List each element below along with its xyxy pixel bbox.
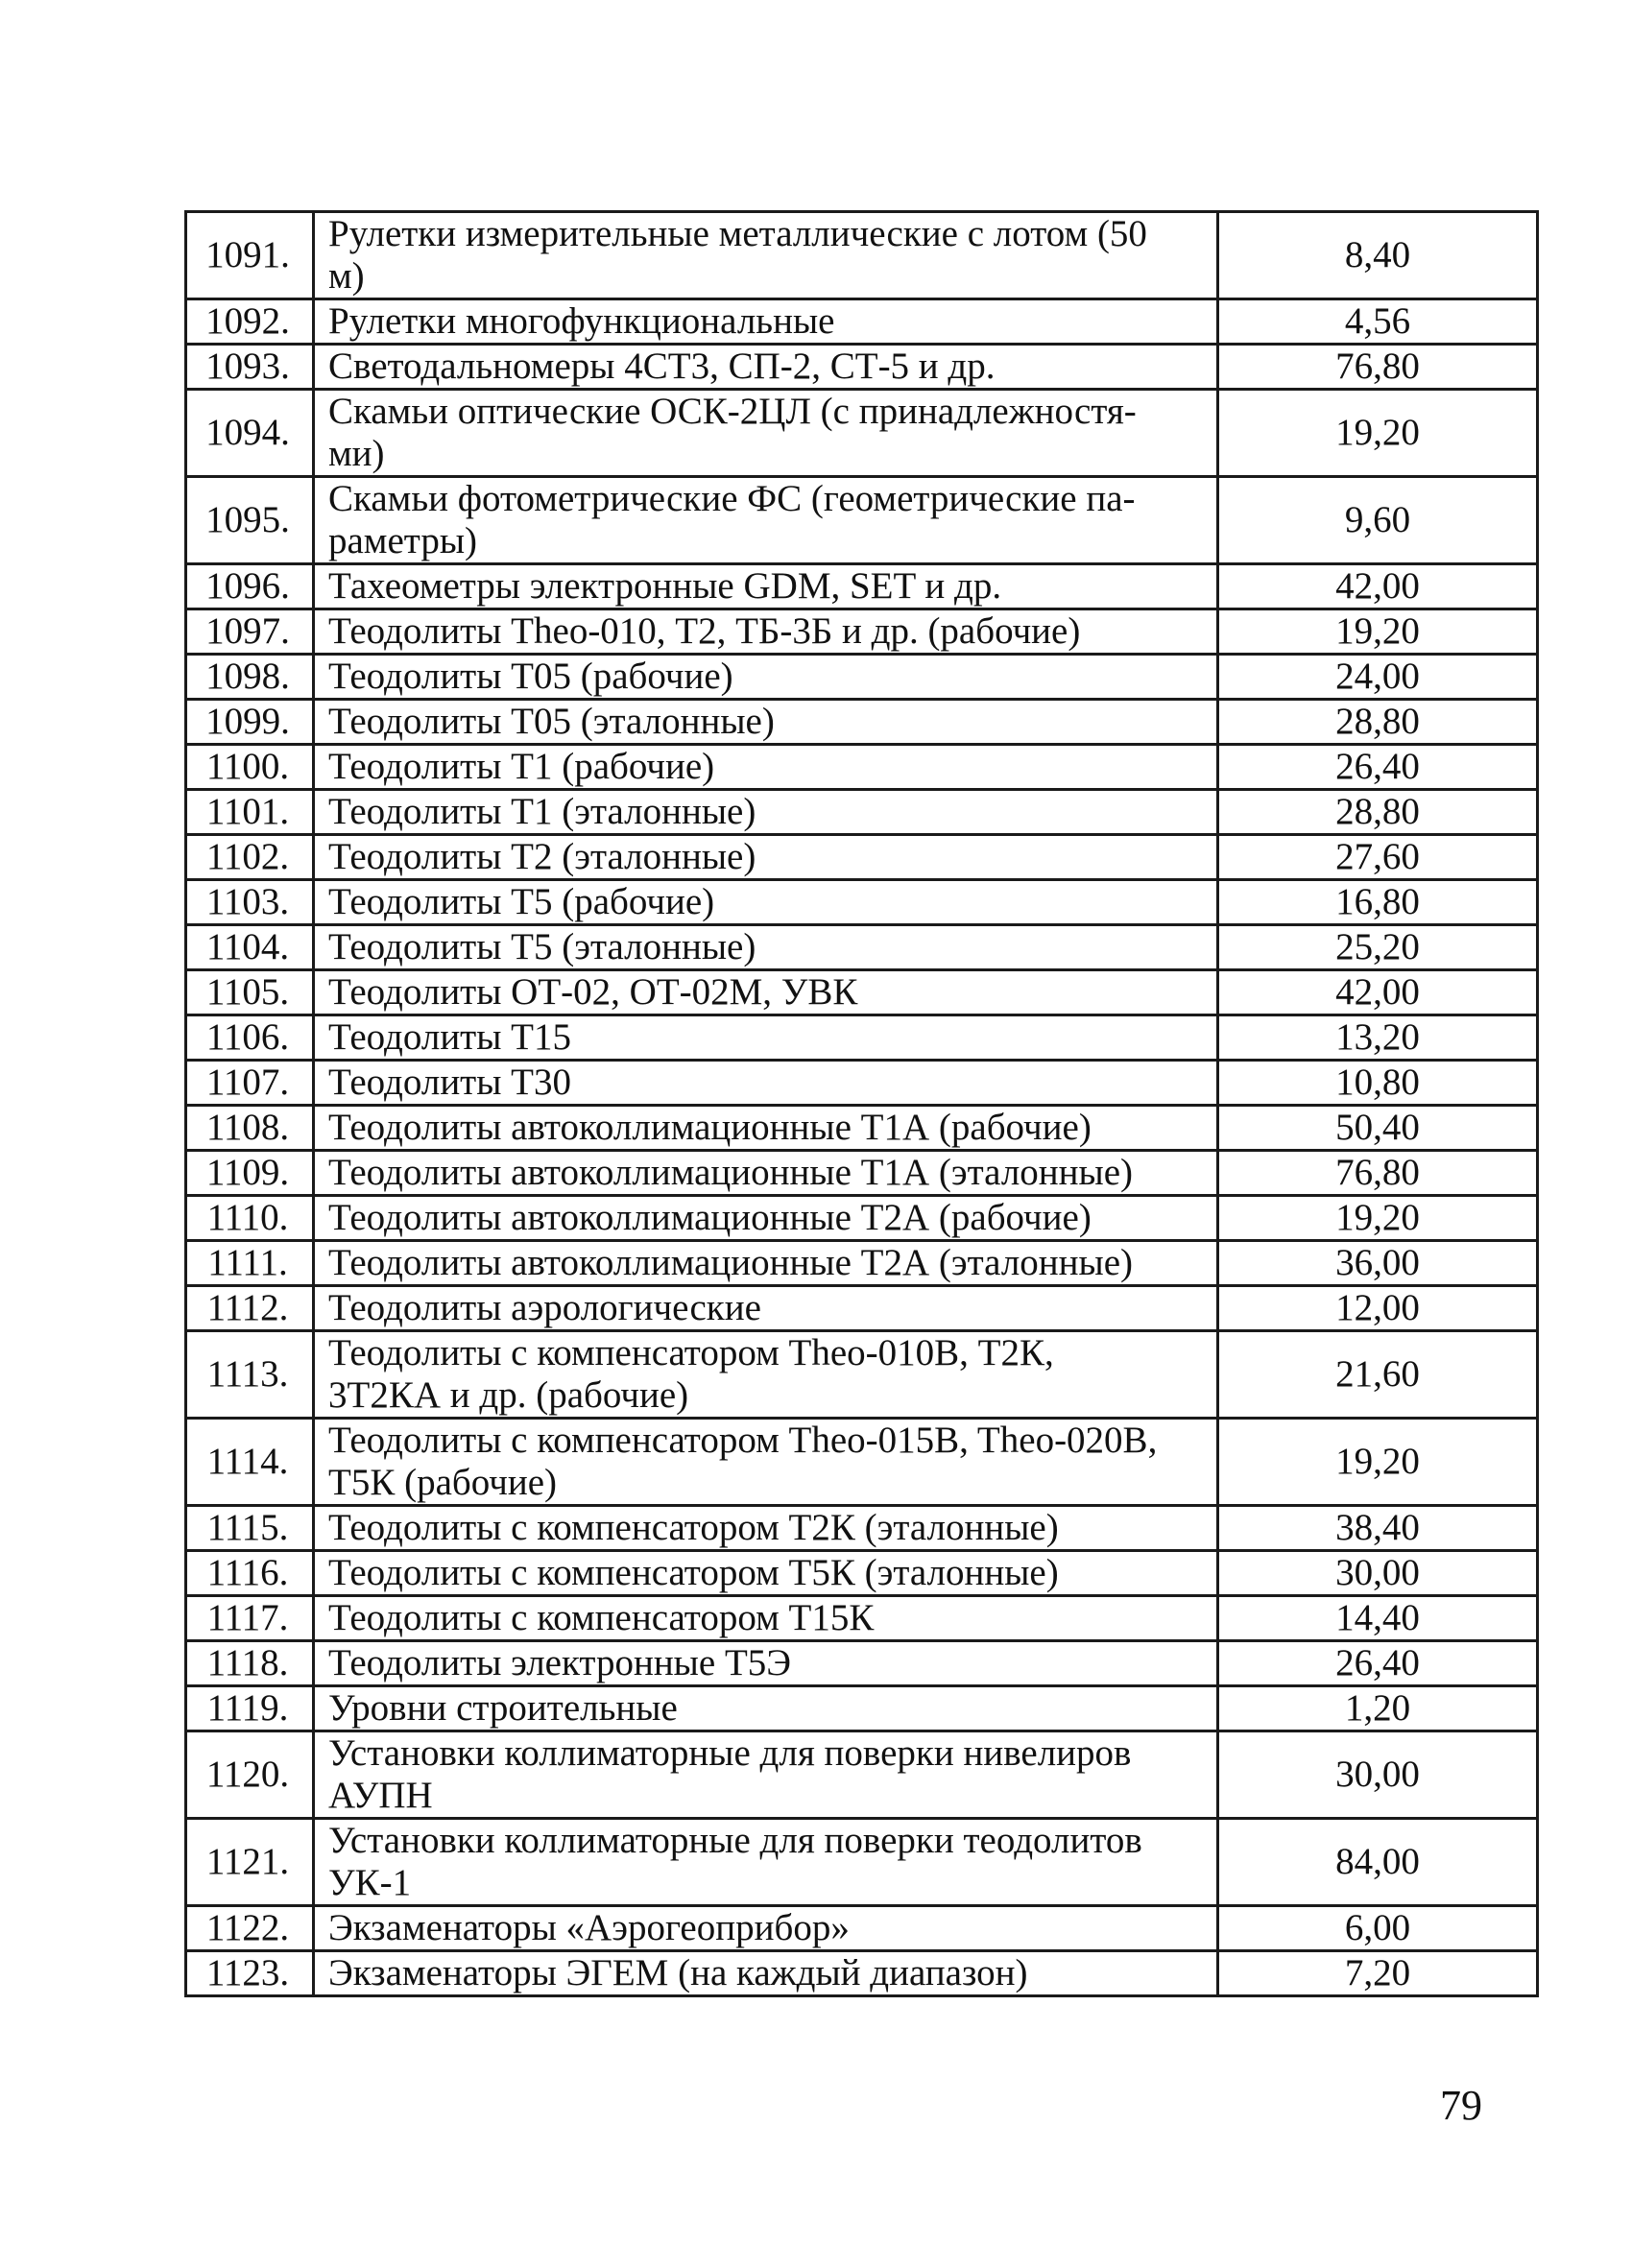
item-name: Теодолиты автоколлимационные Т2А (рабочие) bbox=[314, 1196, 1218, 1241]
row-number: 1096. bbox=[186, 564, 314, 609]
item-price: 30,00 bbox=[1218, 1551, 1538, 1596]
row-number: 1117. bbox=[186, 1596, 314, 1641]
item-name-line-1: Установки коллиматорные для поверки теодолитов bbox=[328, 1820, 1142, 1861]
table-row bbox=[186, 1196, 1538, 1241]
row-number: 1114. bbox=[186, 1419, 314, 1506]
item-price: 19,20 bbox=[1218, 609, 1538, 655]
row-number: 1108. bbox=[186, 1106, 314, 1151]
row-number: 1097. bbox=[186, 609, 314, 655]
item-price: 76,80 bbox=[1218, 1151, 1538, 1196]
price-table bbox=[184, 210, 1539, 1997]
row-number: 1121. bbox=[186, 1819, 314, 1906]
item-price: 12,00 bbox=[1218, 1286, 1538, 1331]
table-row bbox=[186, 1331, 1538, 1419]
table-row bbox=[186, 1419, 1538, 1506]
item-price: 6,00 bbox=[1218, 1906, 1538, 1951]
row-number: 1111. bbox=[186, 1241, 314, 1286]
item-price: 42,00 bbox=[1218, 970, 1538, 1015]
row-number: 1110. bbox=[186, 1196, 314, 1241]
row-number: 1101. bbox=[186, 790, 314, 835]
table-row bbox=[186, 970, 1538, 1015]
item-name: Теодолиты Т5 (рабочие) bbox=[314, 880, 1218, 925]
item-name-line-2: АУПН bbox=[328, 1775, 433, 1816]
item-name bbox=[314, 1819, 1218, 1906]
item-price: 13,20 bbox=[1218, 1015, 1538, 1061]
item-price: 50,40 bbox=[1218, 1106, 1538, 1151]
item-name-line-1: Скамьи оптические ОСК-2ЦЛ (с принадлежностя- bbox=[328, 391, 1137, 432]
item-price: 36,00 bbox=[1218, 1241, 1538, 1286]
item-name-line-2: УК-1 bbox=[328, 1862, 412, 1903]
row-number: 1091. bbox=[186, 212, 314, 299]
item-price: 76,80 bbox=[1218, 345, 1538, 390]
table-row bbox=[186, 1551, 1538, 1596]
item-price: 19,20 bbox=[1218, 390, 1538, 477]
row-number: 1099. bbox=[186, 700, 314, 745]
item-name bbox=[314, 390, 1218, 477]
table-row bbox=[186, 1641, 1538, 1686]
item-name-line-1: Теодолиты с компенсатором Theo-010B, Т2К, bbox=[328, 1332, 1054, 1373]
table-row bbox=[186, 1951, 1538, 1996]
item-name bbox=[314, 1419, 1218, 1506]
row-number: 1098. bbox=[186, 655, 314, 700]
item-name: Теодолиты с компенсатором Т2К (эталонные) bbox=[314, 1506, 1218, 1551]
item-price: 10,80 bbox=[1218, 1061, 1538, 1106]
item-name-line-1: Рулетки измерительные металлические с лотом (50 bbox=[328, 213, 1147, 254]
item-name: Теодолиты с компенсатором Т5К (эталонные) bbox=[314, 1551, 1218, 1596]
item-name: Теодолиты аэрологические bbox=[314, 1286, 1218, 1331]
table-row bbox=[186, 790, 1538, 835]
table-row bbox=[186, 1506, 1538, 1551]
row-number: 1093. bbox=[186, 345, 314, 390]
item-name: Тахеометры электронные GDM, SET и др. bbox=[314, 564, 1218, 609]
item-name-line-1: Установки коллиматорные для поверки нивелиров bbox=[328, 1732, 1132, 1774]
item-price: 26,40 bbox=[1218, 745, 1538, 790]
row-number: 1095. bbox=[186, 477, 314, 564]
item-name: Рулетки многофункциональные bbox=[314, 299, 1218, 345]
table-row bbox=[186, 477, 1538, 564]
item-name-line-2: ми) bbox=[328, 433, 385, 474]
row-number: 1103. bbox=[186, 880, 314, 925]
table-row bbox=[186, 1596, 1538, 1641]
item-price: 27,60 bbox=[1218, 835, 1538, 880]
row-number: 1118. bbox=[186, 1641, 314, 1686]
table-row bbox=[186, 925, 1538, 970]
row-number: 1123. bbox=[186, 1951, 314, 1996]
item-name bbox=[314, 1731, 1218, 1819]
item-name: Теодолиты Т05 (рабочие) bbox=[314, 655, 1218, 700]
item-price: 24,00 bbox=[1218, 655, 1538, 700]
item-name-line-1: Теодолиты с компенсатором Theo-015B, Theo-020B, bbox=[328, 1420, 1158, 1461]
row-number: 1116. bbox=[186, 1551, 314, 1596]
table-body bbox=[186, 212, 1538, 1996]
table-row bbox=[186, 564, 1538, 609]
item-name: Экзаменаторы ЭГЕМ (на каждый диапазон) bbox=[314, 1951, 1218, 1996]
item-price: 7,20 bbox=[1218, 1951, 1538, 1996]
table-row bbox=[186, 1819, 1538, 1906]
item-name bbox=[314, 477, 1218, 564]
row-number: 1094. bbox=[186, 390, 314, 477]
item-price: 84,00 bbox=[1218, 1819, 1538, 1906]
row-number: 1113. bbox=[186, 1331, 314, 1419]
item-name: Теодолиты Т15 bbox=[314, 1015, 1218, 1061]
row-number: 1105. bbox=[186, 970, 314, 1015]
table-row bbox=[186, 1015, 1538, 1061]
item-price: 38,40 bbox=[1218, 1506, 1538, 1551]
item-price: 1,20 bbox=[1218, 1686, 1538, 1731]
table-row bbox=[186, 1241, 1538, 1286]
row-number: 1115. bbox=[186, 1506, 314, 1551]
item-price: 4,56 bbox=[1218, 299, 1538, 345]
table-row bbox=[186, 609, 1538, 655]
table-row bbox=[186, 1286, 1538, 1331]
item-name bbox=[314, 1331, 1218, 1419]
item-name: Теодолиты Theo-010, Т2, ТБ-3Б и др. (рабочие) bbox=[314, 609, 1218, 655]
item-name: Теодолиты Т05 (эталонные) bbox=[314, 700, 1218, 745]
row-number: 1112. bbox=[186, 1286, 314, 1331]
item-price: 30,00 bbox=[1218, 1731, 1538, 1819]
item-price: 21,60 bbox=[1218, 1331, 1538, 1419]
table-row bbox=[186, 1731, 1538, 1819]
item-name-line-1: Скамьи фотометрические ФС (геометрические па- bbox=[328, 478, 1136, 519]
item-name: Экзаменаторы «Аэрогеоприбор» bbox=[314, 1906, 1218, 1951]
item-name-line-2: м) bbox=[328, 255, 365, 297]
item-name: Светодальномеры 4СТ3, СП-2, СТ-5 и др. bbox=[314, 345, 1218, 390]
row-number: 1109. bbox=[186, 1151, 314, 1196]
item-name: Теодолиты электронные Т5Э bbox=[314, 1641, 1218, 1686]
table-row bbox=[186, 1686, 1538, 1731]
row-number: 1107. bbox=[186, 1061, 314, 1106]
row-number: 1104. bbox=[186, 925, 314, 970]
table-row bbox=[186, 655, 1538, 700]
item-name: Теодолиты автоколлимационные Т1А (эталонные) bbox=[314, 1151, 1218, 1196]
table-row bbox=[186, 1106, 1538, 1151]
row-number: 1106. bbox=[186, 1015, 314, 1061]
item-name bbox=[314, 212, 1218, 299]
item-price: 25,20 bbox=[1218, 925, 1538, 970]
item-name-line-2: раметры) bbox=[328, 520, 478, 561]
item-name: Уровни строительные bbox=[314, 1686, 1218, 1731]
table-row bbox=[186, 835, 1538, 880]
item-price: 8,40 bbox=[1218, 212, 1538, 299]
table-row bbox=[186, 700, 1538, 745]
row-number: 1120. bbox=[186, 1731, 314, 1819]
item-name: Теодолиты Т30 bbox=[314, 1061, 1218, 1106]
item-price: 26,40 bbox=[1218, 1641, 1538, 1686]
item-price: 19,20 bbox=[1218, 1196, 1538, 1241]
item-name: Теодолиты Т5 (эталонные) bbox=[314, 925, 1218, 970]
item-price: 19,20 bbox=[1218, 1419, 1538, 1506]
item-name: Теодолиты с компенсатором Т15К bbox=[314, 1596, 1218, 1641]
item-price: 28,80 bbox=[1218, 790, 1538, 835]
item-price: 42,00 bbox=[1218, 564, 1538, 609]
item-name: Теодолиты ОТ-02, ОТ-02М, УВК bbox=[314, 970, 1218, 1015]
row-number: 1102. bbox=[186, 835, 314, 880]
table-row bbox=[186, 345, 1538, 390]
row-number: 1092. bbox=[186, 299, 314, 345]
item-price: 14,40 bbox=[1218, 1596, 1538, 1641]
table-row bbox=[186, 1061, 1538, 1106]
table-row bbox=[186, 212, 1538, 299]
item-price: 16,80 bbox=[1218, 880, 1538, 925]
table-row bbox=[186, 745, 1538, 790]
item-name: Теодолиты автоколлимационные Т1А (рабочие) bbox=[314, 1106, 1218, 1151]
item-name-line-2: 3Т2КА и др. (рабочие) bbox=[328, 1374, 689, 1416]
item-name: Теодолиты Т1 (рабочие) bbox=[314, 745, 1218, 790]
row-number: 1100. bbox=[186, 745, 314, 790]
table-row bbox=[186, 880, 1538, 925]
item-name: Теодолиты Т2 (эталонные) bbox=[314, 835, 1218, 880]
table-row bbox=[186, 390, 1538, 477]
page-number: 79 bbox=[1440, 2082, 1482, 2129]
row-number: 1119. bbox=[186, 1686, 314, 1731]
item-price: 9,60 bbox=[1218, 477, 1538, 564]
table-row bbox=[186, 1906, 1538, 1951]
item-name: Теодолиты автоколлимационные Т2А (эталонные) bbox=[314, 1241, 1218, 1286]
item-price: 28,80 bbox=[1218, 700, 1538, 745]
row-number: 1122. bbox=[186, 1906, 314, 1951]
table-row bbox=[186, 1151, 1538, 1196]
item-name: Теодолиты Т1 (эталонные) bbox=[314, 790, 1218, 835]
item-name-line-2: Т5К (рабочие) bbox=[328, 1462, 557, 1503]
table-row bbox=[186, 299, 1538, 345]
